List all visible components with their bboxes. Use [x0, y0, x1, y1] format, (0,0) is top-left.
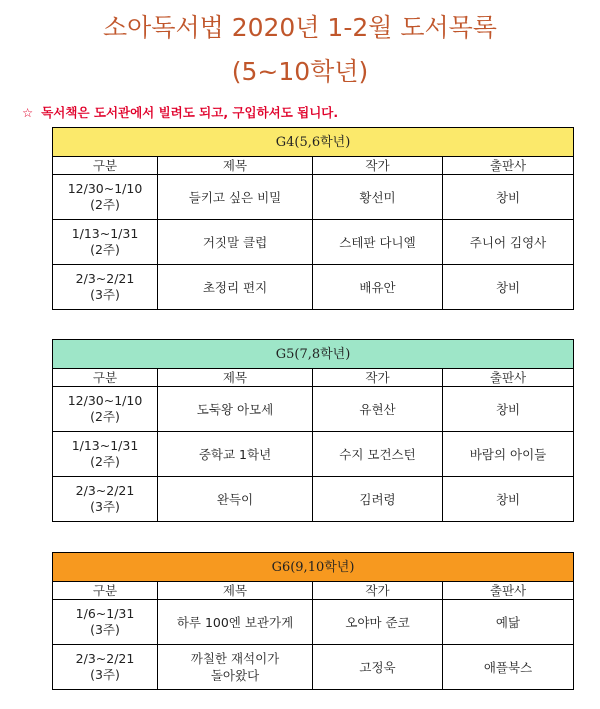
- notice: [22, 103, 338, 121]
- column-header-author: 작가: [313, 582, 443, 600]
- book-publisher: 창비: [443, 477, 574, 522]
- group-header: G5(7,8학년): [53, 340, 574, 369]
- book-author: 유현산: [313, 387, 443, 432]
- period-dates: 1/13~1/31: [71, 438, 139, 453]
- book-author: 고정욱: [313, 645, 443, 690]
- period-cell: [53, 477, 158, 522]
- book-author: 김려령: [313, 477, 443, 522]
- group-header: G6(9,10학년): [53, 553, 574, 582]
- table-row: [53, 175, 574, 220]
- period-weeks: (3주): [90, 667, 120, 682]
- period-dates: 2/3~2/21: [75, 483, 135, 498]
- column-header-author: 작가: [313, 369, 443, 387]
- period-cell: [53, 645, 158, 690]
- column-header-title: 제목: [158, 369, 313, 387]
- period-cell: [53, 175, 158, 220]
- period-weeks: (2주): [90, 242, 120, 257]
- table-row: [53, 220, 574, 265]
- book-publisher: 예닮: [443, 600, 574, 645]
- book-title: 거짓말 클럽: [158, 220, 313, 265]
- table-row: [53, 600, 574, 645]
- book-publisher: 창비: [443, 175, 574, 220]
- book-title: [158, 645, 313, 690]
- table-row: [53, 432, 574, 477]
- page-subtitle: (5~10학년): [231, 57, 369, 86]
- period-cell: [53, 387, 158, 432]
- book-publisher: 바람의 아이들: [443, 432, 574, 477]
- book-title: 들키고 싶은 비밀: [158, 175, 313, 220]
- period-cell: [53, 432, 158, 477]
- booklist-table-g4: [52, 127, 574, 310]
- book-title: 하루 100엔 보관가게: [158, 600, 313, 645]
- star-icon: ☆: [22, 105, 34, 120]
- book-author: 스테판 다니엘: [313, 220, 443, 265]
- notice-text: 독서책은 도서관에서 빌려도 되고, 구입하셔도 됩니다.: [41, 105, 339, 120]
- column-header-title: 제목: [158, 157, 313, 175]
- book-title: 초정리 편지: [158, 265, 313, 310]
- table-row: [53, 477, 574, 522]
- period-dates: 1/13~1/31: [71, 226, 139, 241]
- book-author: 오야마 준코: [313, 600, 443, 645]
- period-cell: [53, 220, 158, 265]
- column-header-publisher: 출판사: [443, 582, 574, 600]
- book-author: 수지 모건스턴: [313, 432, 443, 477]
- period-dates: 1/6~1/31: [75, 606, 135, 621]
- book-author: 배유안: [313, 265, 443, 310]
- book-title-line: 돌아왔다: [210, 668, 260, 683]
- book-publisher: 창비: [443, 387, 574, 432]
- booklist-table-g5: [52, 339, 574, 522]
- column-header-author: 작가: [313, 157, 443, 175]
- period-weeks: (2주): [90, 454, 120, 469]
- period-dates: 2/3~2/21: [75, 651, 135, 666]
- table-row: [53, 387, 574, 432]
- book-publisher: 주니어 김영사: [443, 220, 574, 265]
- book-title: 완득이: [158, 477, 313, 522]
- column-header-publisher: 출판사: [443, 369, 574, 387]
- group-header: G4(5,6학년): [53, 128, 574, 157]
- book-author: 황선미: [313, 175, 443, 220]
- column-header-period: 구분: [53, 582, 158, 600]
- column-header-publisher: 출판사: [443, 157, 574, 175]
- table-row: [53, 265, 574, 310]
- booklist-table-g6: [52, 552, 574, 690]
- column-header-period: 구분: [53, 157, 158, 175]
- period-weeks: (3주): [90, 287, 120, 302]
- page-title: 소아독서법 2020년 1-2월 도서목록: [103, 13, 497, 42]
- period-weeks: (2주): [90, 197, 120, 212]
- table-row: [53, 645, 574, 690]
- book-publisher: 창비: [443, 265, 574, 310]
- period-weeks: (2주): [90, 409, 120, 424]
- period-weeks: (3주): [90, 499, 120, 514]
- book-title: 도둑왕 아모세: [158, 387, 313, 432]
- column-header-period: 구분: [53, 369, 158, 387]
- period-cell: [53, 600, 158, 645]
- period-dates: 2/3~2/21: [75, 271, 135, 286]
- period-dates: 12/30~1/10: [67, 181, 143, 196]
- book-publisher: 애플북스: [443, 645, 574, 690]
- period-cell: [53, 265, 158, 310]
- period-weeks: (3주): [90, 622, 120, 637]
- book-title-line: 까칠한 재석이가: [190, 651, 280, 666]
- period-dates: 12/30~1/10: [67, 393, 143, 408]
- column-header-title: 제목: [158, 582, 313, 600]
- book-title: 중학교 1학년: [158, 432, 313, 477]
